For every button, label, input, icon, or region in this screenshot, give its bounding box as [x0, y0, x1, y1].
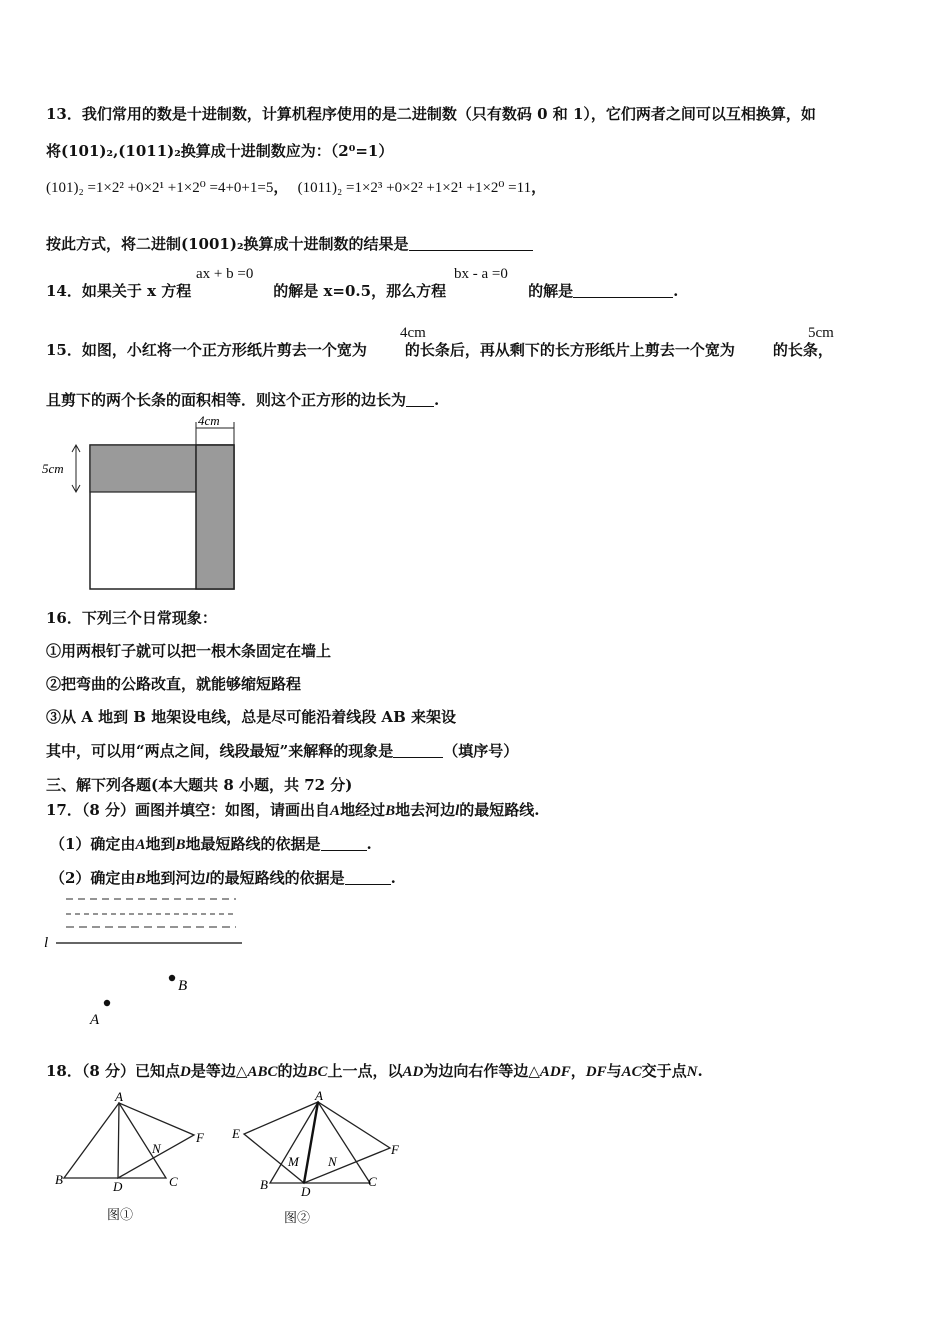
q18-l: DF — [585, 1064, 607, 1080]
q13-comma2: ， — [531, 178, 547, 196]
q14-line — [46, 280, 678, 301]
q18-figure-2-caption: 图② — [284, 1210, 311, 1225]
q17-sub2 — [50, 867, 396, 888]
q16-answer-blank — [393, 743, 443, 758]
q18-q: . — [697, 1062, 703, 1080]
q16-intro: 16．下列三个日常现象： — [46, 609, 217, 627]
point-a — [104, 1000, 110, 1006]
fig2-label-m: M — [288, 1154, 299, 1169]
q18-o: 交于点 — [641, 1062, 687, 1080]
q18-c: 是等边△ — [190, 1062, 248, 1080]
fig2-label-d: D — [301, 1184, 311, 1199]
q16-question-text: 其中，可以用“两点之间，线段最短”来解释的现象是 — [46, 742, 394, 760]
q17-sub1 — [50, 833, 372, 854]
q18-f: BC — [307, 1064, 328, 1080]
q18-figure-1 — [50, 1090, 220, 1200]
q18-j: ADF — [539, 1064, 571, 1080]
q18-g: 上一点，以 — [327, 1062, 403, 1080]
q18-p: N — [686, 1064, 698, 1080]
fig1-label-f: F — [196, 1130, 204, 1145]
label-point-b: B — [178, 978, 188, 994]
q14-eq1: ax + b =0 — [196, 266, 254, 282]
vertical-strip — [196, 445, 234, 589]
q17-sub2-c: 地到河边 — [145, 869, 206, 887]
q18-a: 18．（8 分）已知点 — [46, 1062, 181, 1080]
fig1-label-d: D — [113, 1179, 123, 1194]
q18-n: AC — [621, 1064, 642, 1080]
q18-e: 的边 — [277, 1062, 308, 1080]
fig2-label-c: C — [368, 1174, 377, 1189]
q13-line4 — [46, 233, 533, 254]
q17-sub1-blank — [321, 836, 367, 851]
q17-sub1-c: 地到 — [145, 835, 176, 853]
q15-width1: 4cm — [400, 325, 426, 341]
q15-end: . — [434, 391, 440, 409]
q15-prefix: 15．如图，小红将一个正方形纸片剪去一个宽为 — [46, 341, 367, 359]
q15-suffix: 的长条， — [772, 341, 833, 359]
fig2-label-b: B — [260, 1177, 268, 1192]
point-b — [169, 975, 175, 981]
q17-river-figure — [40, 892, 250, 1032]
q17-text-e: 地去河边 — [395, 801, 456, 819]
q13-comma1: ， — [273, 178, 289, 196]
q17-point-a: A — [330, 803, 341, 819]
q18-k: ， — [570, 1062, 586, 1080]
q13-line4-text: 按此方式，将二进制(1001)₂换算成十进制数的结果是 — [46, 235, 409, 253]
q17-sub2-e: 的最短路线的依据是 — [209, 869, 345, 887]
fig1-label-c: C — [169, 1174, 178, 1189]
fig2-label-a: A — [315, 1090, 323, 1103]
q15-answer-blank — [406, 392, 434, 407]
q17-river-l: l — [455, 803, 460, 819]
q17-sub2-d: l — [205, 871, 210, 887]
q17-text-a: 17．（8 分）画图并填空：如图，请画出自 — [46, 801, 331, 819]
triangle-abc — [64, 1103, 166, 1178]
q13-equations — [46, 176, 546, 197]
fig1-label-a: A — [115, 1090, 123, 1104]
q16-item3: ③从 A 地到 B 地架设电线，总是尽可能沿着线段 AB 来架设 — [46, 708, 456, 726]
q18-figure-2 — [228, 1090, 408, 1205]
q16-item1: ①用两根钉子就可以把一根木条固定在墙上 — [46, 642, 332, 660]
q16-item2: ②把弯曲的公路改直，就能够缩短路程 — [46, 675, 302, 693]
label-river-l: l — [44, 935, 49, 951]
q15-square-figure — [40, 412, 250, 594]
q17-sub1-a: （1）确定由 — [50, 835, 136, 853]
q15-mid: 的长条后，再从剩下的长方形纸片上剪去一个宽为 — [404, 341, 735, 359]
q17-sub1-d: B — [175, 837, 186, 853]
q14-answer-blank — [573, 283, 673, 298]
fig2-label-f: F — [391, 1142, 399, 1157]
label-point-a: A — [90, 1012, 100, 1028]
q13-eq2: (1011)₂ =1×2³ +0×2² +1×2¹ +1×2⁰ =11 — [297, 180, 532, 196]
q16-question — [46, 740, 518, 761]
triangle-abc-2 — [270, 1102, 370, 1183]
q13-line2: 将(101)₂,(1011)₂换算成十进制数应为：（2⁰=1） — [46, 142, 394, 160]
q14-eq2: bx - a =0 — [454, 266, 508, 282]
q17-point-b: B — [385, 803, 396, 819]
q18-figure-1-caption: 图① — [107, 1207, 134, 1222]
q17-sub1-end: . — [366, 835, 372, 853]
q16-tail: （填序号） — [443, 742, 519, 760]
q14-suffix: 的解是 — [528, 282, 574, 300]
q17-sub2-a: （2）确定由 — [50, 869, 136, 887]
q15-line1 — [46, 339, 833, 360]
q18-line — [46, 1060, 703, 1081]
q17-sub2-b: B — [135, 871, 146, 887]
q15-line2 — [46, 389, 439, 410]
fig2-label-e: E — [232, 1126, 240, 1141]
fig2-label-n: N — [328, 1154, 337, 1169]
q18-b: D — [180, 1064, 191, 1080]
q17-line1 — [46, 799, 540, 820]
q18-h: AD — [402, 1064, 424, 1080]
q18-m: 与 — [606, 1062, 622, 1080]
q14-end: . — [673, 282, 679, 300]
q18-i: 为边向右作等边△ — [423, 1062, 540, 1080]
q13-answer-blank — [409, 236, 533, 251]
q17-sub1-b: A — [135, 837, 146, 853]
q14-prefix: 14．如果关于 x 方程 — [46, 282, 192, 300]
q15-line2-text: 且剪下的两个长条的面积相等．则这个正方形的边长为 — [46, 391, 407, 409]
fig-label-top: 4cm — [198, 413, 220, 428]
section-3-heading: 三、解下列各题(本大题共 8 小题，共 72 分) — [46, 776, 353, 794]
q17-text-g: 的最短路线. — [459, 801, 540, 819]
fig1-label-n: N — [152, 1141, 161, 1156]
q18-d: ABC — [247, 1064, 278, 1080]
q14-mid: 的解是 x=0.5，那么方程 — [273, 282, 447, 300]
q17-text-c: 地经过 — [340, 801, 386, 819]
q17-sub1-e: 地最短路线的依据是 — [185, 835, 321, 853]
fig1-label-b: B — [55, 1172, 63, 1187]
q13-eq1: (101)₂ =1×2² +0×2¹ +1×2⁰ =4+0+1=5 — [46, 180, 274, 196]
fig-label-left: 5cm — [42, 461, 64, 476]
horizontal-strip — [90, 445, 196, 492]
q17-sub2-end: . — [390, 869, 396, 887]
q17-sub2-blank — [345, 870, 391, 885]
q15-width2: 5cm — [808, 325, 834, 341]
q13-line1: 13．我们常用的数是十进制数，计算机程序使用的是二进制数（只有数码 0 和 1），它们两者之间可以互相换算，如 — [46, 105, 816, 123]
